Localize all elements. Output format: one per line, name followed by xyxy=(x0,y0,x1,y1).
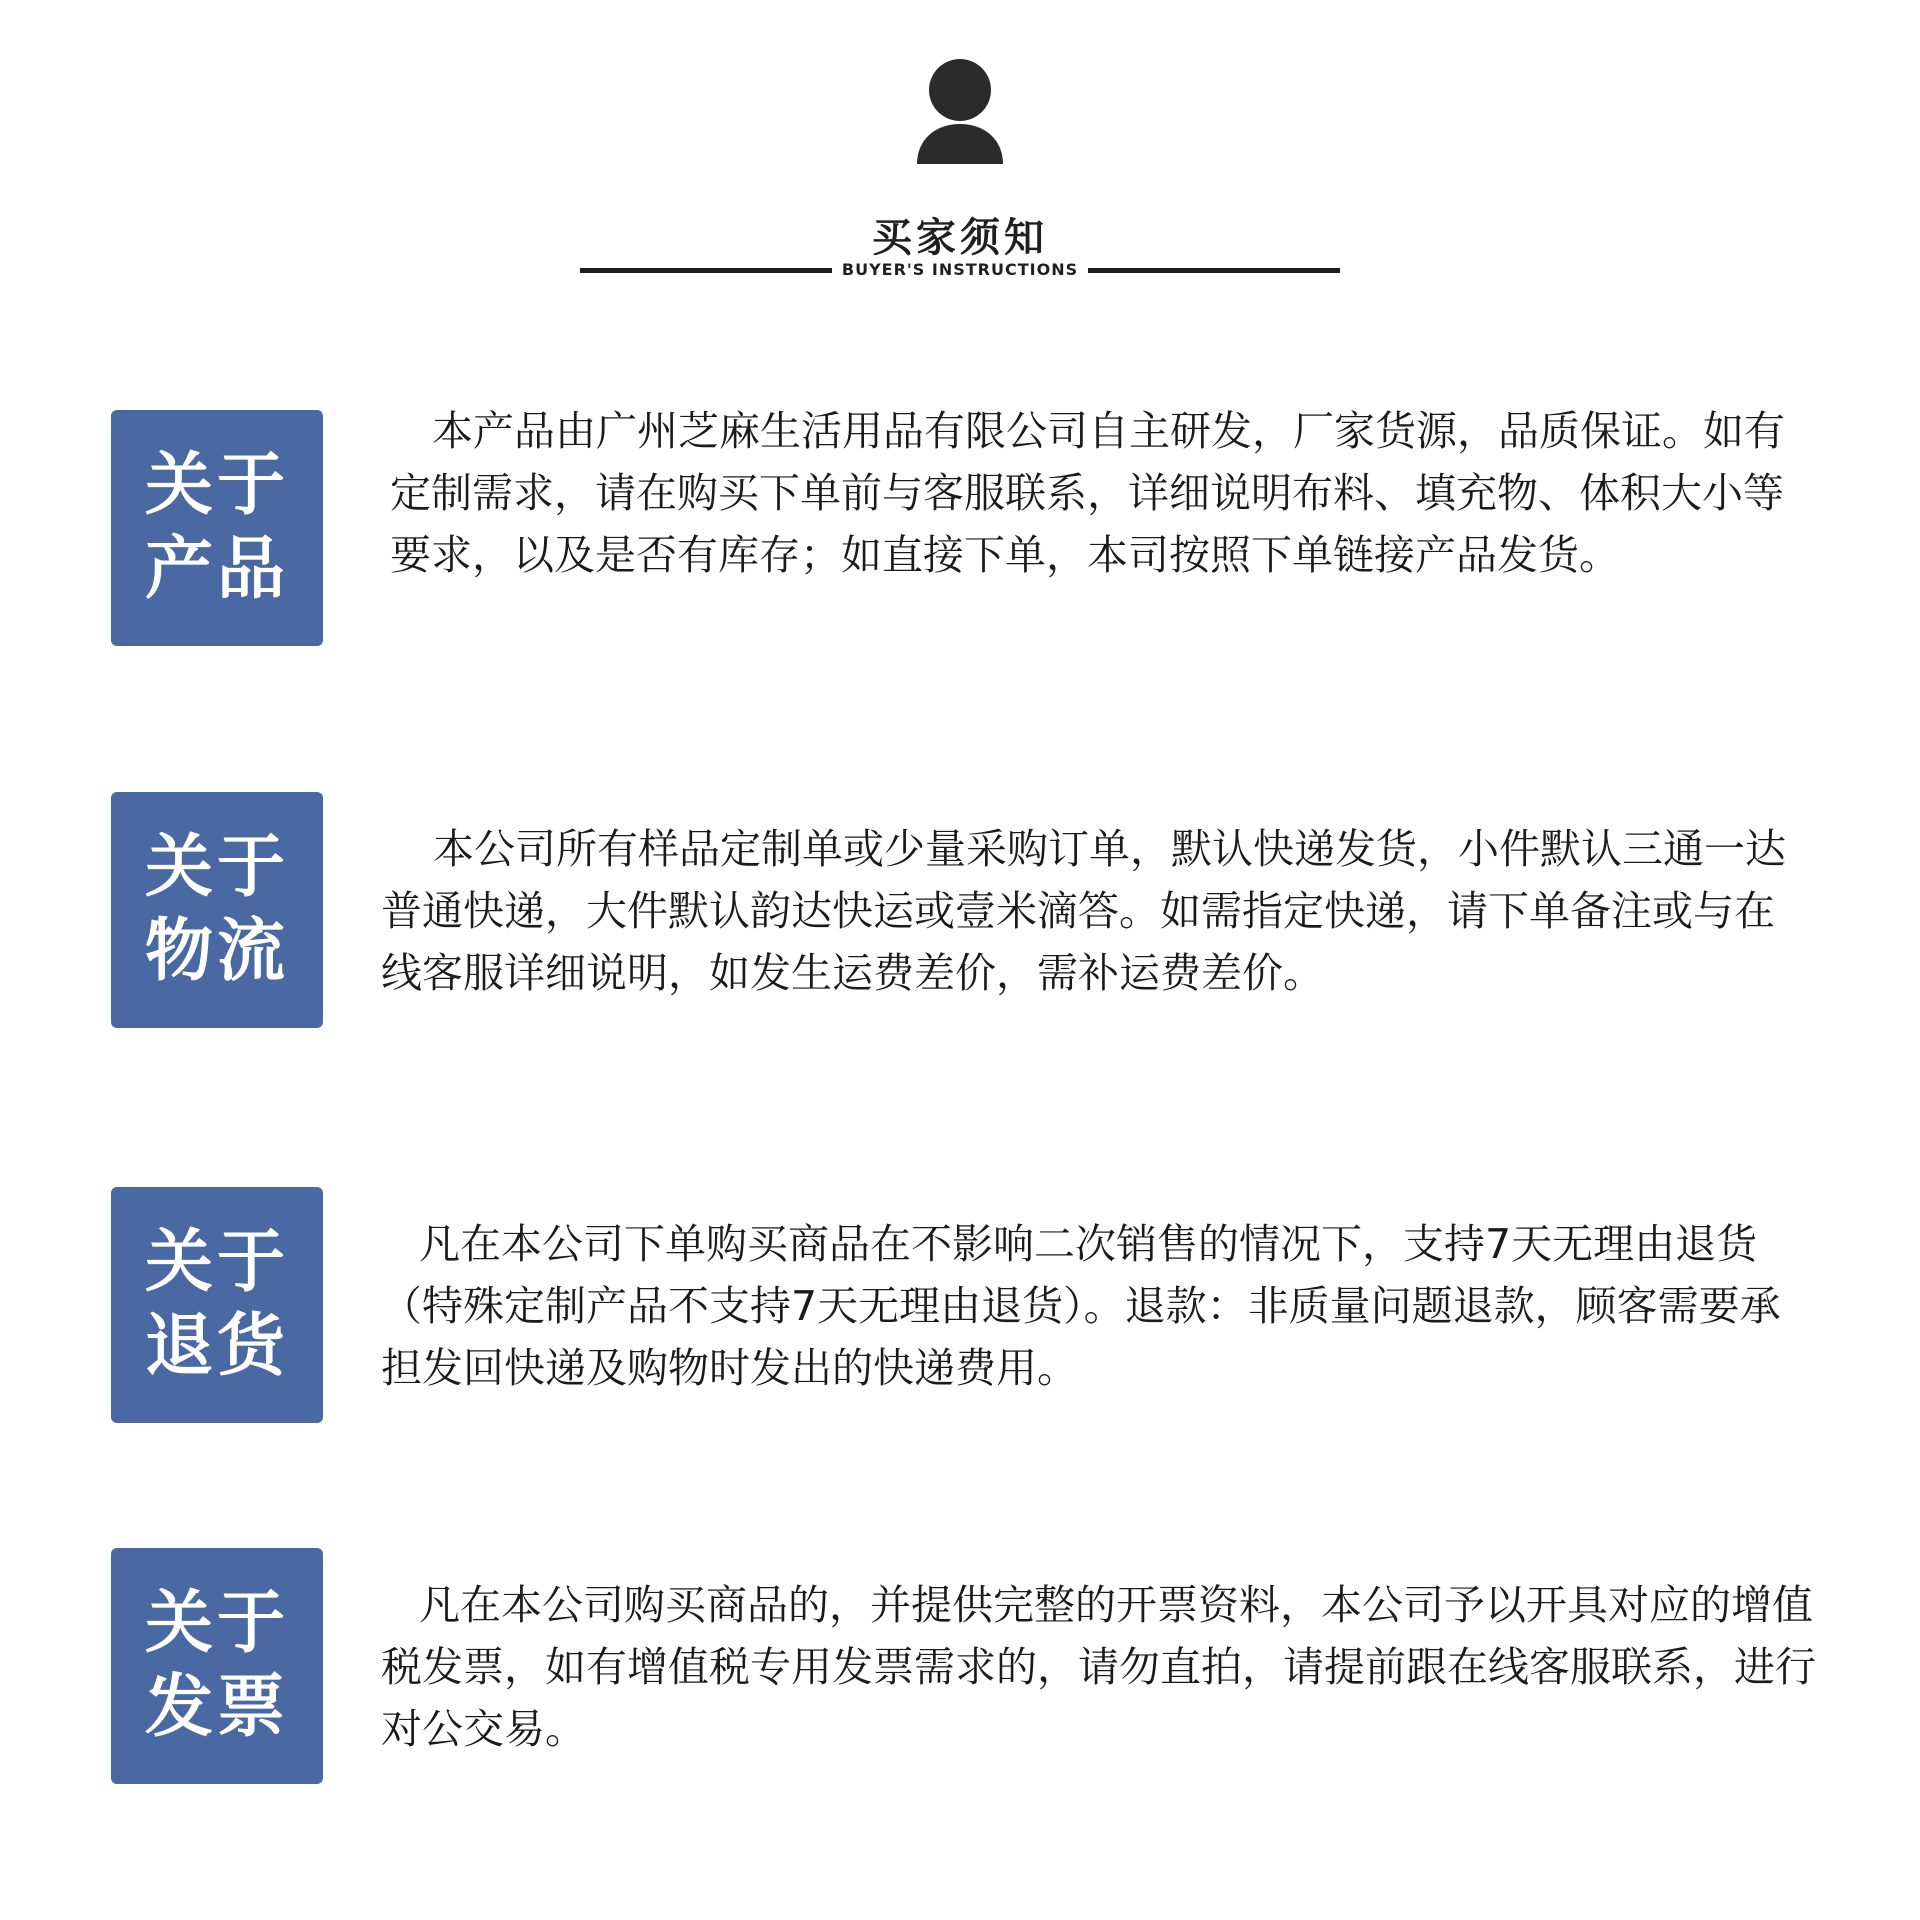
badge-label-line2: 产品 xyxy=(144,530,289,609)
badge-label-line1: 关于 xyxy=(144,1584,289,1663)
section-text-product: 本产品由广州芝麻生活用品有限公司自主研发，厂家货源，品质保证。如有定制需求，请在购买下单前与客服联系，详细说明布料、填充物、体积大小等要求，以及是否有库存；如直接下单，本司按照下单链接产品发货。 xyxy=(390,407,1785,579)
title-divider-left xyxy=(580,268,832,273)
title-divider-right xyxy=(1088,268,1340,273)
badge-label-line1: 关于 xyxy=(144,828,289,907)
badge-label-line1: 关于 xyxy=(144,1223,289,1302)
badge-label-line2: 发票 xyxy=(144,1668,289,1747)
page-title: 买家须知 xyxy=(872,215,1048,261)
section-text-invoice: 凡在本公司购买商品的，并提供完整的开票资料，本公司予以开具对应的增值税发票，如有增值税专用发票需求的，请勿直拍，请提前跟在线客服联系，进行对公交易。 xyxy=(381,1581,1816,1753)
section-text-logistics: 本公司所有样品定制单或少量采购订单，默认快递发货，小件默认三通一达普通快递，大件默认韵达快运或壹米滴答。如需指定快递，请下单备注或与在线客服详细说明，如发生运费差价，需补运费差价。 xyxy=(381,825,1786,997)
section-badge-returns xyxy=(111,1187,323,1423)
badge-label-line1: 关于 xyxy=(144,446,289,525)
person-icon xyxy=(915,52,1005,164)
section-text-returns: 凡在本公司下单购买商品在不影响二次销售的情况下，支持7天无理由退货（特殊定制产品不支持7天无理由退货）。退款：非质量问题退款，顾客需要承担发回快递及购物时发出的快递费用。 xyxy=(381,1220,1781,1392)
badge-label-line2: 物流 xyxy=(144,912,289,991)
section-badge-product xyxy=(111,410,323,646)
badge-label-line2: 退货 xyxy=(144,1307,289,1386)
section-badge-invoice xyxy=(111,1548,323,1784)
section-badge-logistics xyxy=(111,792,323,1028)
page-subtitle: BUYER'S INSTRUCTIONS xyxy=(841,260,1079,279)
